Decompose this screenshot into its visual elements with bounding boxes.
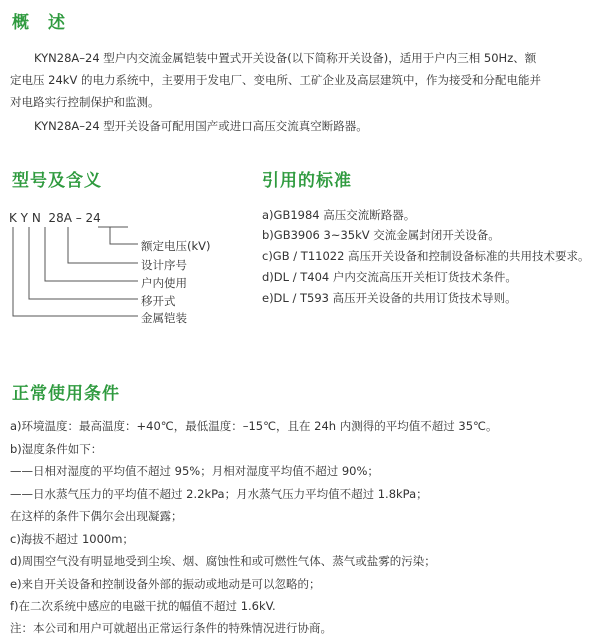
standard-item: b)GB3906 3~35kV 交流金属封闭开关设备。: [262, 228, 500, 242]
model-label-metal-clad: 金属铠装: [141, 311, 187, 325]
overview-para2: KYN28A–24 型开关设备可配用国产或进口高压交流真空断路器。: [34, 119, 368, 133]
condition-item: f)在二次系统中感应的电磁干扰的幅值不超过 1.6kV.: [10, 599, 276, 613]
condition-note: 注：本公司和用户可就超出正常运行条件的特殊情况进行协商。: [10, 621, 332, 635]
model-label-rated-voltage: 额定电压(kV): [141, 239, 211, 253]
model-heading: 型号及含义: [12, 171, 102, 191]
standards-heading: 引用的标准: [262, 171, 352, 191]
condition-item: 在这样的条件下偶尔会出现凝露；: [10, 509, 183, 523]
model-code: K Y N 28A – 24: [9, 211, 101, 225]
model-label-indoor-use: 户内使用: [141, 276, 187, 290]
standard-item: a)GB1984 高压交流断路器。: [262, 208, 416, 222]
condition-item: a)环境温度：最高温度：+40℃，最低温度：–15℃，且在 24h 内测得的平均值不超过 35℃。: [10, 419, 498, 433]
model-label-withdrawable: 移开式: [141, 294, 176, 308]
condition-item: ——日水蒸气压力的平均值不超过 2.2kPa；月水蒸气压力平均值不超过 1.8kPa；: [10, 487, 428, 501]
conditions-heading: 正常使用条件: [12, 384, 120, 404]
overview-para1-line3: 对电路实行控制保护和监测。: [10, 95, 160, 109]
overview-heading: 概 述: [12, 13, 66, 33]
standard-item: d)DL / T404 户内交流高压开关柜订货技术条件。: [262, 270, 517, 284]
condition-item: ——日相对湿度的平均值不超过 95%；月相对湿度平均值不超过 90%；: [10, 464, 379, 478]
standard-item: c)GB / T11022 高压开关设备和控制设备标准的共用技术要求。: [262, 249, 590, 263]
standard-item: e)DL / T593 高压开关设备的共用订货技术导则。: [262, 291, 517, 305]
condition-item: e)来自开关设备和控制设备外部的振动或地动是可以忽略的；: [10, 577, 321, 591]
condition-item: b)湿度条件如下：: [10, 442, 103, 456]
condition-item: d)周围空气没有明显地受到尘埃、烟、腐蚀性和或可燃性气体、蒸气或盐雾的污染；: [10, 554, 436, 568]
overview-para1-line2: 定电压 24kV 的电力系统中，主要用于发电厂、变电所、工矿企业及高层建筑中，作为接受和分配电能并: [10, 73, 541, 87]
condition-item: c)海拔不超过 1000m；: [10, 532, 134, 546]
model-label-design-serial: 设计序号: [141, 258, 187, 272]
overview-para1-line1: KYN28A–24 型户内交流金属铠装中置式开关设备(以下简称开关设备)，适用于户内三相 50Hz、额: [34, 51, 537, 65]
